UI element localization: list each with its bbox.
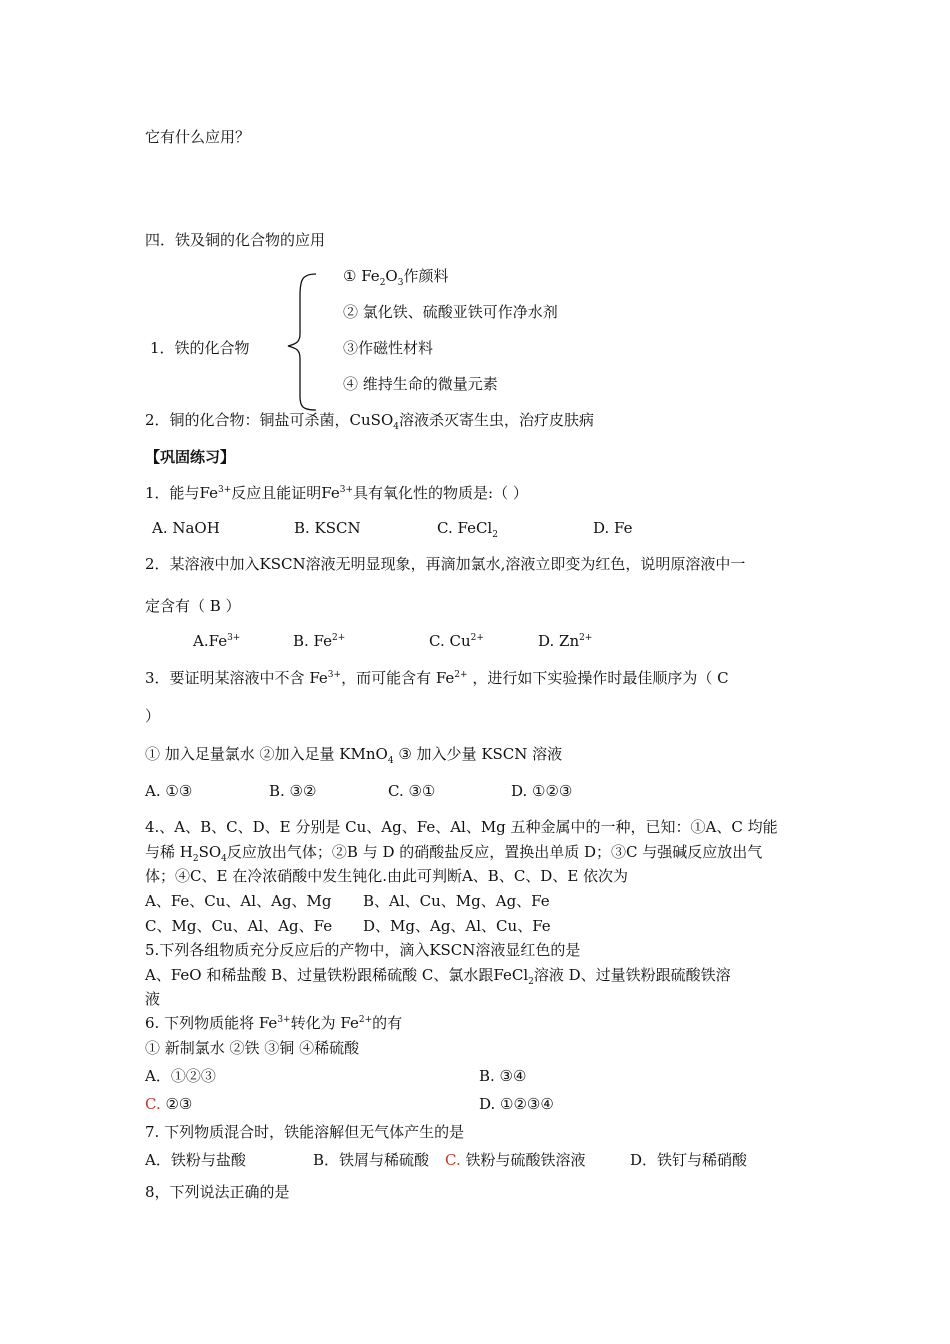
q1-option-c: C. FeCl$_2$ xyxy=(437,519,498,540)
q4-option-a: A、Fe、Cu、Al、Ag、Mg xyxy=(145,892,332,910)
q2-option-c: C. $Cu^{2+}$ xyxy=(429,632,484,650)
q4-line-3: 体；④C、E 在冷浓硝酸中发生钝化.由此可判断A、B、C、D、E 依次为 xyxy=(145,867,629,885)
q7-title: 7. 下列物质混合时，铁能溶解但无气体产生的是 xyxy=(145,1123,465,1141)
q7-option-b: B．铁屑与稀硫酸 xyxy=(313,1151,430,1169)
q2-line-2: 定含有（ B ） xyxy=(145,597,241,615)
q3-option-b: B. ③② xyxy=(269,782,317,800)
q1-option-a: A. NaOH xyxy=(152,519,220,537)
iron-item-3: ③作磁性材料 xyxy=(343,339,434,357)
q3-option-a: A. ①③ xyxy=(145,782,193,800)
q7-option-c: C. 铁粉与硫酸铁溶液 xyxy=(445,1151,586,1169)
q4-line-1: 4.、A、B、C、D、E 分别是 Cu、Ag、Fe、Al、Mg 五种金属中的一种，已知：①A、C 均能 xyxy=(145,818,778,836)
q3-line-2: ） xyxy=(145,707,161,725)
q6-option-c: C. ②③ xyxy=(145,1095,193,1113)
iron-label: 1．铁的化合物 xyxy=(150,339,250,357)
q3-line-1: 3．要证明某溶液中不含 $Fe^{3+}$，而可能含有 $Fe^{2+}$ ，进行如下实验操作时最佳顺序为（ C xyxy=(145,669,729,687)
q4-option-d: D、Mg、Ag、Al、Cu、Fe xyxy=(363,917,551,935)
section-4-title: 四．铁及铜的化合物的应用 xyxy=(145,231,326,249)
q5-title: 5.下列各组物质充分反应后的产物中，滴入KSCN溶液显红色的是 xyxy=(145,941,581,959)
q6-option-b: B. ③④ xyxy=(479,1067,527,1085)
iron-item-1: ① $Fe_2O_3$作颜料 xyxy=(343,267,449,288)
q1-option-d: D. Fe xyxy=(593,519,633,537)
copper-compounds: 2．铜的化合物：铜盐可杀菌，CuSO$_4$溶液杀灭寄生虫，治疗皮肤病 xyxy=(145,411,595,432)
q3-operations: ① 加入足量氯水 ②加入足量 KMnO$_4$ ③ 加入少量 KSCN 溶液 xyxy=(145,745,563,766)
q3-option-d: D. ①②③ xyxy=(511,782,573,800)
q3-option-c: C. ③① xyxy=(388,782,436,800)
q4-option-c: C、Mg、Cu、Al、Ag、Fe xyxy=(145,917,333,935)
q2-option-a: $A.Fe^{3+}$ xyxy=(193,632,241,650)
q4-option-b: B、Al、Cu、Mg、Ag、Fe xyxy=(363,892,550,910)
practice-title: 【巩固练习】 xyxy=(145,448,236,466)
q2-option-b: B. $Fe^{2+}$ xyxy=(293,632,346,650)
curly-brace-icon xyxy=(286,272,320,412)
iron-item-4: ④ 维持生命的微量元素 xyxy=(343,375,498,393)
q6-option-d: D. ①②③④ xyxy=(479,1095,554,1113)
question-intro: 它有什么应用？ xyxy=(145,128,251,146)
q8-title: 8，下列说法正确的是 xyxy=(145,1183,290,1201)
q6-stem: 6. 下列物质能将 $Fe^{3+}$转化为 $Fe^{2+}$的有 xyxy=(145,1014,403,1032)
q7-option-d: D．铁钉与稀硝酸 xyxy=(630,1151,748,1169)
q1-stem: 1．能与$Fe^{3+}$反应且能证明$Fe^{3+}$具有氧化性的物质是:（ ） xyxy=(145,484,528,502)
q5-options: A、FeO 和稀盐酸 B、过量铁粉跟稀硫酸 C、氯水跟FeCl$_2$溶液 D、过量铁粉跟硫酸铁溶 xyxy=(145,966,731,987)
q1-option-b: B. KSCN xyxy=(294,519,361,537)
q4-line-2: 与稀 $H_2SO_4$反应放出气体；②B 与 D 的硝酸盐反应，置换出单质 D；③C 与强碱反应放出气 xyxy=(145,843,763,864)
q7-option-a: A．铁粉与盐酸 xyxy=(145,1151,246,1169)
iron-item-2: ② 氯化铁、硫酸亚铁可作净水剂 xyxy=(343,303,558,321)
q2-option-d: D. $Zn^{2+}$ xyxy=(538,632,593,650)
q2-line-1: 2．某溶液中加入KSCN溶液无明显现象，再滴加氯水,溶液立即变为红色，说明原溶液中一 xyxy=(145,555,746,573)
q6-items: ① 新制氯水 ②铁 ③铜 ④稀硫酸 xyxy=(145,1039,360,1057)
q6-option-a: A．①②③ xyxy=(145,1067,216,1085)
q5-line-3: 液 xyxy=(145,990,161,1008)
